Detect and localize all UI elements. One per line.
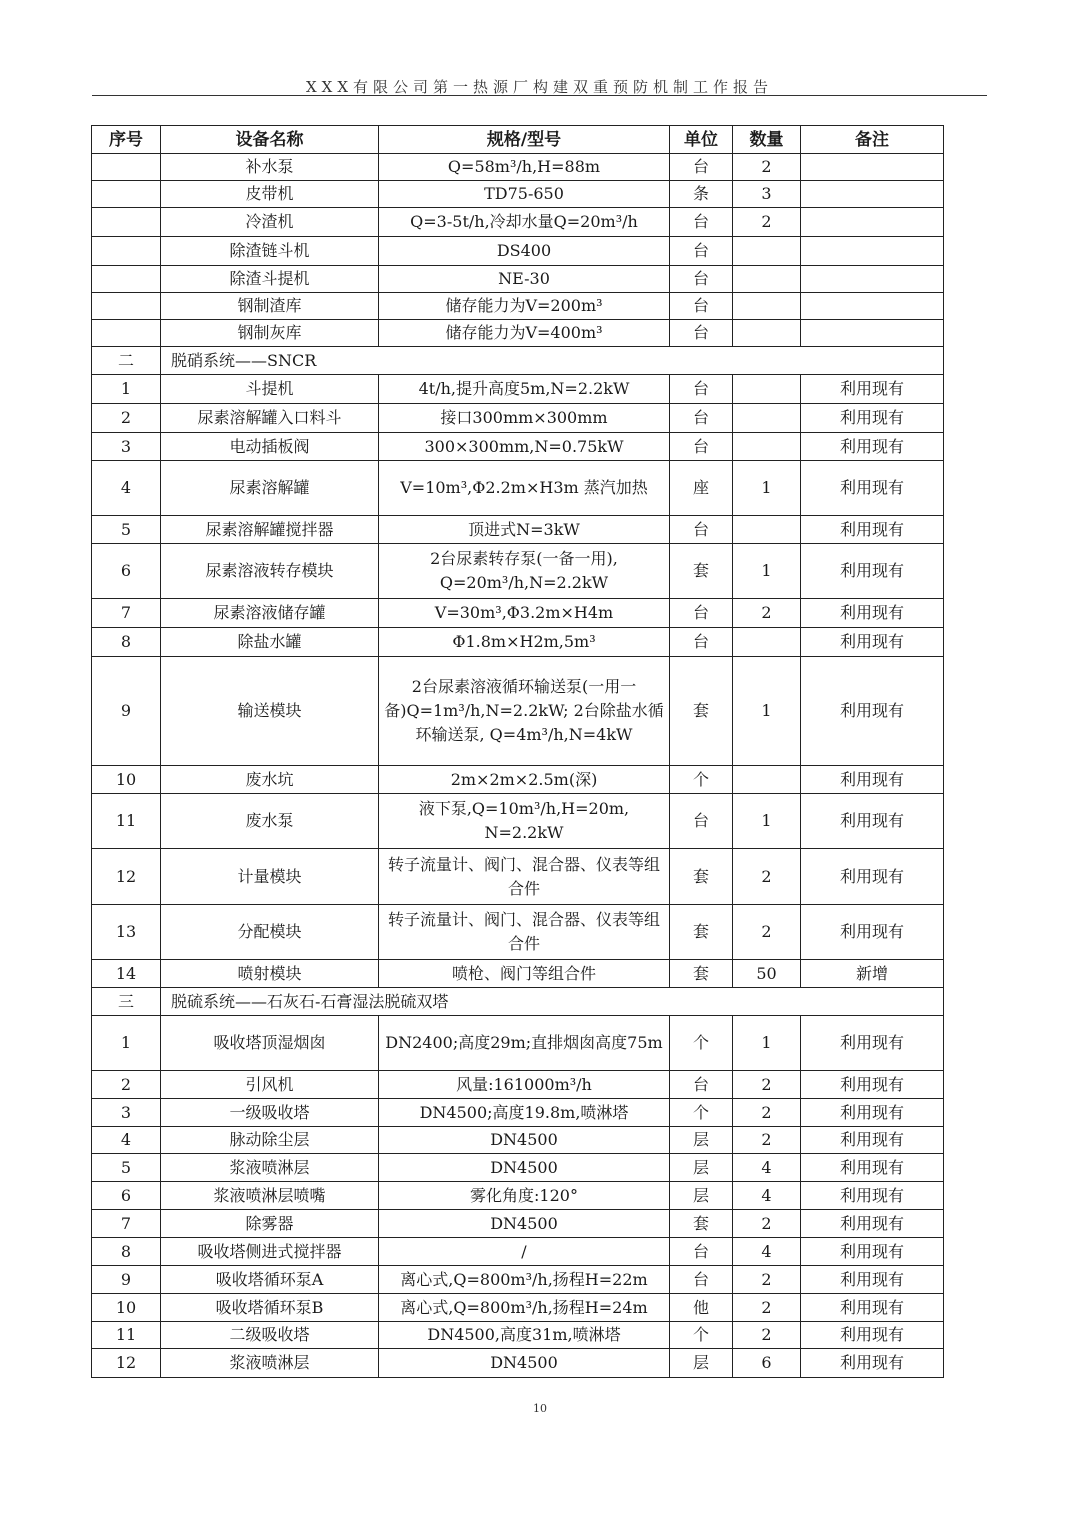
page-number: 10 [533, 1402, 547, 1415]
cell-quantity [733, 628, 801, 657]
cell-no: 1 [92, 375, 161, 404]
cell-equipment-name: 尿素溶解罐 [161, 461, 379, 516]
cell-note: 新增 [801, 960, 944, 988]
cell-equipment-name: 计量模块 [161, 849, 379, 905]
cell-spec: 储存能力为V=200m³ [379, 293, 670, 320]
cell-note: 利用现有 [801, 794, 944, 849]
cell-unit: 个 [670, 1099, 733, 1127]
table-row [92, 375, 944, 404]
cell-quantity: 2 [733, 599, 801, 628]
table-header-row [92, 126, 944, 154]
cell-unit: 台 [670, 433, 733, 461]
table-row [92, 905, 944, 960]
cell-quantity: 2 [733, 1071, 801, 1099]
cell-note: 利用现有 [801, 905, 944, 960]
cell-note: 利用现有 [801, 657, 944, 766]
section-title: 脱硫系统——石灰石-石膏湿法脱硫双塔 [161, 988, 944, 1016]
cell-quantity [733, 293, 801, 320]
cell-note: 利用现有 [801, 1349, 944, 1378]
cell-equipment-name: 补水泵 [161, 154, 379, 181]
cell-no: 8 [92, 628, 161, 657]
cell-unit: 台 [670, 404, 733, 433]
cell-no: 11 [92, 794, 161, 849]
cell-unit: 条 [670, 181, 733, 208]
cell-quantity: 2 [733, 1127, 801, 1154]
table-row [92, 1210, 944, 1238]
cell-equipment-name: 废水坑 [161, 766, 379, 794]
cell-no: 10 [92, 766, 161, 794]
table-row [92, 849, 944, 905]
cell-quantity [733, 433, 801, 461]
cell-quantity: 1 [733, 794, 801, 849]
cell-note: 利用现有 [801, 766, 944, 794]
cell-note: 利用现有 [801, 433, 944, 461]
cell-unit: 台 [670, 266, 733, 293]
cell-no: 6 [92, 544, 161, 599]
cell-spec: Q=58m³/h,H=88m [379, 154, 670, 181]
table-row [92, 628, 944, 657]
cell-no: 4 [92, 461, 161, 516]
cell-equipment-name: 尿素溶液储存罐 [161, 599, 379, 628]
cell-equipment-name: 钢制渣库 [161, 293, 379, 320]
table-row [92, 154, 944, 181]
cell-spec: Φ1.8m×H2m,5m³ [379, 628, 670, 657]
cell-quantity: 50 [733, 960, 801, 988]
cell-equipment-name: 浆液喷淋层 [161, 1349, 379, 1378]
cell-equipment-name: 电动插板阀 [161, 433, 379, 461]
cell-spec: DN2400;高度29m;直排烟囱高度75m [379, 1016, 670, 1071]
cell-equipment-name: 吸收塔顶湿烟囱 [161, 1016, 379, 1071]
cell-no: 2 [92, 1071, 161, 1099]
cell-no: 5 [92, 1154, 161, 1182]
table-row [92, 1127, 944, 1154]
cell-no: 13 [92, 905, 161, 960]
table-row [92, 516, 944, 544]
col-header-unit: 单位 [670, 126, 733, 154]
cell-spec: 2台尿素转存泵(一备一用), Q=20m³/h,N=2.2kW [379, 544, 670, 599]
cell-quantity: 4 [733, 1238, 801, 1266]
cell-note: 利用现有 [801, 404, 944, 433]
table-row [92, 433, 944, 461]
cell-spec: 液下泵,Q=10m³/h,H=20m, N=2.2kW [379, 794, 670, 849]
cell-equipment-name: 尿素溶解罐入口料斗 [161, 404, 379, 433]
cell-quantity: 4 [733, 1182, 801, 1210]
equipment-table [91, 125, 944, 1378]
cell-no: 10 [92, 1294, 161, 1322]
cell-note: 利用现有 [801, 1238, 944, 1266]
cell-unit: 台 [670, 794, 733, 849]
cell-quantity: 2 [733, 1294, 801, 1322]
cell-unit: 台 [670, 154, 733, 181]
cell-spec: 300×300mm,N=0.75kW [379, 433, 670, 461]
table-row [92, 1294, 944, 1322]
cell-equipment-name: 除雾器 [161, 1210, 379, 1238]
cell-quantity [733, 320, 801, 347]
cell-unit: 台 [670, 293, 733, 320]
cell-spec: 储存能力为V=400m³ [379, 320, 670, 347]
cell-quantity: 3 [733, 181, 801, 208]
cell-no: 14 [92, 960, 161, 988]
cell-equipment-name: 分配模块 [161, 905, 379, 960]
cell-note: 利用现有 [801, 544, 944, 599]
cell-unit: 套 [670, 849, 733, 905]
cell-quantity: 6 [733, 1349, 801, 1378]
cell-quantity: 2 [733, 1210, 801, 1238]
cell-no [92, 154, 161, 181]
cell-note [801, 266, 944, 293]
cell-note: 利用现有 [801, 1099, 944, 1127]
cell-no: 5 [92, 516, 161, 544]
cell-equipment-name: 斗提机 [161, 375, 379, 404]
cell-spec: DN4500 [379, 1349, 670, 1378]
cell-unit: 台 [670, 1238, 733, 1266]
cell-unit: 层 [670, 1349, 733, 1378]
table-row [92, 794, 944, 849]
cell-spec: 转子流量计、阀门、混合器、仪表等组合件 [379, 905, 670, 960]
cell-no: 8 [92, 1238, 161, 1266]
cell-unit: 座 [670, 461, 733, 516]
cell-quantity: 2 [733, 905, 801, 960]
cell-note [801, 237, 944, 266]
cell-unit: 台 [670, 516, 733, 544]
header-rule [92, 95, 987, 96]
cell-unit: 个 [670, 1322, 733, 1349]
cell-equipment-name: 钢制灰库 [161, 320, 379, 347]
cell-equipment-name: 废水泵 [161, 794, 379, 849]
cell-quantity [733, 404, 801, 433]
cell-spec: DN4500,高度31m,喷淋塔 [379, 1322, 670, 1349]
cell-equipment-name: 二级吸收塔 [161, 1322, 379, 1349]
cell-spec: DN4500;高度19.8m,喷淋塔 [379, 1099, 670, 1127]
cell-unit: 套 [670, 960, 733, 988]
cell-no: 7 [92, 599, 161, 628]
table-row [92, 1266, 944, 1294]
table-row [92, 404, 944, 433]
cell-unit: 台 [670, 628, 733, 657]
cell-quantity: 1 [733, 657, 801, 766]
cell-unit: 套 [670, 905, 733, 960]
cell-unit: 层 [670, 1182, 733, 1210]
cell-no: 3 [92, 433, 161, 461]
cell-note: 利用现有 [801, 1210, 944, 1238]
cell-note [801, 208, 944, 237]
cell-spec: V=10m³,Φ2.2m×H3m 蒸汽加热 [379, 461, 670, 516]
table-row [92, 657, 944, 766]
cell-unit: 台 [670, 375, 733, 404]
cell-unit: 他 [670, 1294, 733, 1322]
cell-unit: 台 [670, 320, 733, 347]
cell-unit: 台 [670, 1266, 733, 1294]
cell-no: 1 [92, 1016, 161, 1071]
cell-equipment-name: 喷射模块 [161, 960, 379, 988]
cell-equipment-name: 除盐水罐 [161, 628, 379, 657]
cell-note [801, 181, 944, 208]
col-header-spec: 规格/型号 [379, 126, 670, 154]
cell-equipment-name: 浆液喷淋层 [161, 1154, 379, 1182]
section-number: 三 [92, 988, 161, 1016]
cell-unit: 台 [670, 208, 733, 237]
cell-note: 利用现有 [801, 1071, 944, 1099]
cell-equipment-name: 引风机 [161, 1071, 379, 1099]
cell-spec: / [379, 1238, 670, 1266]
cell-spec: DN4500 [379, 1210, 670, 1238]
cell-note: 利用现有 [801, 1182, 944, 1210]
table-row [92, 1182, 944, 1210]
col-header-note: 备注 [801, 126, 944, 154]
cell-no: 4 [92, 1127, 161, 1154]
cell-quantity: 1 [733, 544, 801, 599]
cell-spec: TD75-650 [379, 181, 670, 208]
cell-unit: 台 [670, 1071, 733, 1099]
cell-quantity: 2 [733, 1322, 801, 1349]
cell-spec: 风量:161000m³/h [379, 1071, 670, 1099]
cell-quantity: 1 [733, 1016, 801, 1071]
table-body [92, 154, 944, 1378]
cell-equipment-name: 脉动除尘层 [161, 1127, 379, 1154]
cell-equipment-name: 除渣斗提机 [161, 266, 379, 293]
section-number: 二 [92, 347, 161, 375]
cell-spec: 2台尿素溶液循环输送泵(一用一备)Q=1m³/h,N=2.2kW; 2台除盐水循环输送泵, Q=4m³/h,N=4kW [379, 657, 670, 766]
cell-unit: 个 [670, 1016, 733, 1071]
cell-unit: 层 [670, 1154, 733, 1182]
table-row [92, 1238, 944, 1266]
cell-spec: 离心式,Q=800m³/h,扬程H=24m [379, 1294, 670, 1322]
cell-quantity: 2 [733, 208, 801, 237]
table-row [92, 181, 944, 208]
table-row [92, 1322, 944, 1349]
cell-no: 12 [92, 1349, 161, 1378]
cell-no [92, 320, 161, 347]
cell-quantity: 2 [733, 849, 801, 905]
cell-note: 利用现有 [801, 599, 944, 628]
cell-note: 利用现有 [801, 1016, 944, 1071]
table-row [92, 1071, 944, 1099]
cell-unit: 套 [670, 544, 733, 599]
cell-no [92, 181, 161, 208]
cell-unit: 台 [670, 599, 733, 628]
cell-quantity: 2 [733, 1266, 801, 1294]
cell-note: 利用现有 [801, 375, 944, 404]
cell-unit: 个 [670, 766, 733, 794]
cell-equipment-name: 吸收塔侧进式搅拌器 [161, 1238, 379, 1266]
cell-spec: 雾化角度:120° [379, 1182, 670, 1210]
cell-spec: Q=3-5t/h,冷却水量Q=20m³/h [379, 208, 670, 237]
section-title: 脱硝系统——SNCR [161, 347, 944, 375]
cell-quantity: 2 [733, 154, 801, 181]
cell-spec: 接口300mm×300mm [379, 404, 670, 433]
cell-equipment-name: 一级吸收塔 [161, 1099, 379, 1127]
page-header-title: XXX有限公司第一热源厂构建双重预防机制工作报告 [305, 78, 774, 96]
cell-no [92, 237, 161, 266]
cell-no [92, 208, 161, 237]
cell-note [801, 293, 944, 320]
cell-note: 利用现有 [801, 1154, 944, 1182]
cell-equipment-name: 输送模块 [161, 657, 379, 766]
table-row [92, 293, 944, 320]
cell-no: 12 [92, 849, 161, 905]
cell-equipment-name: 浆液喷淋层喷嘴 [161, 1182, 379, 1210]
cell-quantity [733, 516, 801, 544]
cell-equipment-name: 吸收塔循环泵A [161, 1266, 379, 1294]
cell-spec: DN4500 [379, 1127, 670, 1154]
table-row [92, 1349, 944, 1378]
cell-equipment-name: 吸收塔循环泵B [161, 1294, 379, 1322]
cell-note: 利用现有 [801, 849, 944, 905]
section-row [92, 988, 944, 1016]
cell-no [92, 293, 161, 320]
cell-note: 利用现有 [801, 1294, 944, 1322]
cell-note [801, 320, 944, 347]
col-header-qty: 数量 [733, 126, 801, 154]
table-row [92, 1099, 944, 1127]
table-row [92, 1016, 944, 1071]
cell-quantity [733, 375, 801, 404]
table-row [92, 766, 944, 794]
cell-note: 利用现有 [801, 628, 944, 657]
cell-no: 2 [92, 404, 161, 433]
cell-spec: 转子流量计、阀门、混合器、仪表等组合件 [379, 849, 670, 905]
cell-quantity: 1 [733, 461, 801, 516]
cell-equipment-name: 冷渣机 [161, 208, 379, 237]
table-row [92, 599, 944, 628]
cell-note [801, 154, 944, 181]
table-row [92, 208, 944, 237]
table-row [92, 461, 944, 516]
table-row [92, 1154, 944, 1182]
cell-spec: DN4500 [379, 1154, 670, 1182]
cell-quantity [733, 266, 801, 293]
cell-spec: DS400 [379, 237, 670, 266]
cell-spec: 4t/h,提升高度5m,N=2.2kW [379, 375, 670, 404]
cell-no [92, 266, 161, 293]
cell-spec: V=30m³,Φ3.2m×H4m [379, 599, 670, 628]
section-row [92, 347, 944, 375]
cell-quantity: 4 [733, 1154, 801, 1182]
cell-equipment-name: 尿素溶解罐搅拌器 [161, 516, 379, 544]
cell-spec: NE-30 [379, 266, 670, 293]
cell-no: 9 [92, 657, 161, 766]
cell-unit: 台 [670, 237, 733, 266]
cell-equipment-name: 尿素溶液转存模块 [161, 544, 379, 599]
cell-no: 6 [92, 1182, 161, 1210]
cell-equipment-name: 皮带机 [161, 181, 379, 208]
cell-no: 3 [92, 1099, 161, 1127]
cell-unit: 套 [670, 657, 733, 766]
cell-quantity [733, 766, 801, 794]
cell-spec: 2m×2m×2.5m(深) [379, 766, 670, 794]
cell-note: 利用现有 [801, 1127, 944, 1154]
cell-quantity [733, 237, 801, 266]
table-row [92, 320, 944, 347]
cell-unit: 层 [670, 1127, 733, 1154]
cell-equipment-name: 除渣链斗机 [161, 237, 379, 266]
cell-spec: 喷枪、阀门等组合件 [379, 960, 670, 988]
cell-note: 利用现有 [801, 1266, 944, 1294]
cell-no: 7 [92, 1210, 161, 1238]
cell-no: 11 [92, 1322, 161, 1349]
cell-quantity: 2 [733, 1099, 801, 1127]
cell-note: 利用现有 [801, 1322, 944, 1349]
col-header-name: 设备名称 [161, 126, 379, 154]
cell-unit: 套 [670, 1210, 733, 1238]
table-row [92, 544, 944, 599]
cell-no: 9 [92, 1266, 161, 1294]
table-row [92, 266, 944, 293]
col-header-no: 序号 [92, 126, 161, 154]
table-row [92, 960, 944, 988]
cell-note: 利用现有 [801, 516, 944, 544]
table-row [92, 237, 944, 266]
cell-spec: 离心式,Q=800m³/h,扬程H=22m [379, 1266, 670, 1294]
cell-spec: 顶进式N=3kW [379, 516, 670, 544]
cell-note: 利用现有 [801, 461, 944, 516]
